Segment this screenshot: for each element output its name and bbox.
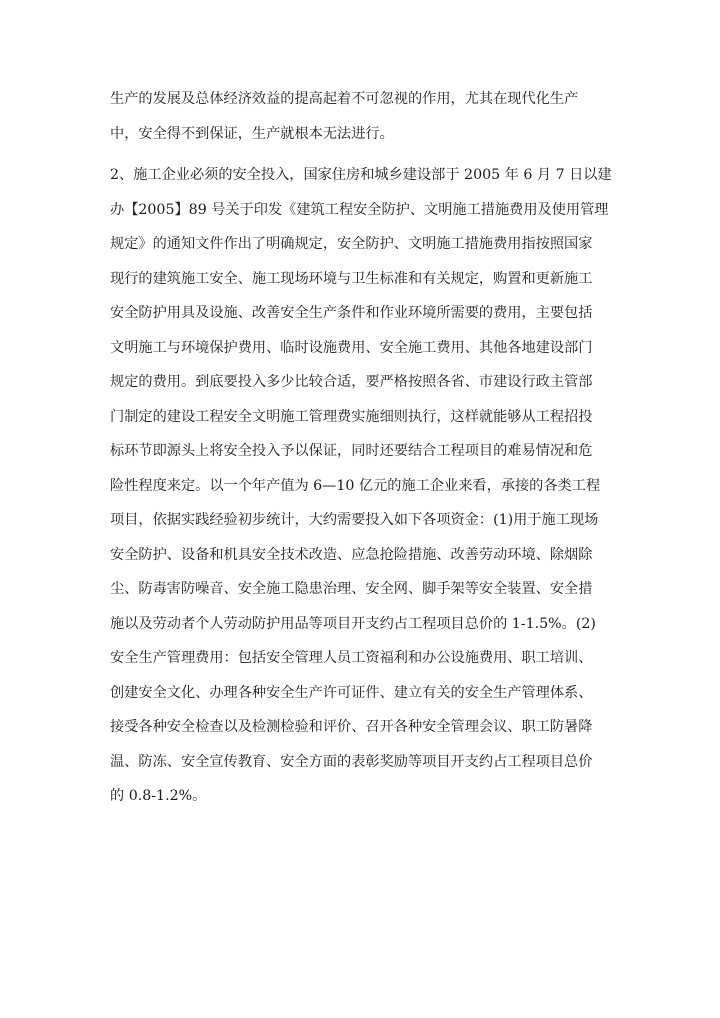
text-line: 安全生产管理费用：包括安全管理人员工资福利和办公设施费用、职工培训、 <box>110 650 593 666</box>
text-line: 施以及劳动者个人劳动防护用品等项目开支约占工程项目总价的 1-1.5%。(2) <box>110 615 596 632</box>
text-line: 规定》的通知文件作出了明确规定，安全防护、文明施工措施费用指按照国家 <box>110 236 593 252</box>
text-line: 接受各种安全检查以及检测检验和评价、召开各种安全管理会议、职工防暑降 <box>110 719 593 735</box>
paragraph-1 <box>110 82 615 151</box>
text-line: 办【2005】89 号关于印发《建筑工程安全防护、文明施工措施费用及使用管理 <box>110 201 609 218</box>
text-line: 项目，依据实践经验初步统计，大约需要投入如下各项资金：(1)用于施工现场 <box>110 512 599 528</box>
text-line: 中，安全得不到保证，生产就根本无法进行。 <box>110 125 394 142</box>
text-line: 标环节即源头上将安全投入予以保证，同时还要结合工程项目的难易情况和危 <box>110 443 593 459</box>
text-line: 现行的建筑施工安全、施工现场环境与卫生标准和有关规定，购置和更新施工 <box>110 270 593 287</box>
text-line: 尘、防毒害防噪音、安全施工隐患治理、安全网、脚手架等安全装置、安全措 <box>110 581 593 597</box>
text-line: 险性程度来定。以一个年产值为 6—10 亿元的施工企业来看，承接的各类工程 <box>110 477 601 494</box>
text-line: 门制定的建设工程安全文明施工管理费实施细则执行，这样就能够从工程招投 <box>110 408 593 425</box>
paragraph-spacer <box>110 151 615 158</box>
text-line: 规定的费用。到底要投入多少比较合适，要严格按照各省、市建设行政主管部 <box>110 374 593 390</box>
text-line: 生产的发展及总体经济效益的提高起着不可忽视的作用，尤其在现代化生产 <box>110 91 579 107</box>
text-line: 温、防冻、安全宣传教育、安全方面的表彰奖励等项目开支约占工程项目总价 <box>110 753 593 770</box>
paragraph-2 <box>110 158 615 814</box>
text-line: 创建安全文化、办理各种安全生产许可证件、建立有关的安全生产管理体系、 <box>110 684 593 701</box>
text-line: 2、施工企业必须的安全投入，国家住房和城乡建设部于 2005 年 6 月 7 日以建 <box>110 167 612 183</box>
text-line: 的 0.8-1.2%。 <box>110 788 207 804</box>
body-text <box>110 82 615 814</box>
text-line: 文明施工与环境保护费用、临时设施费用、安全施工费用、其他各地建设部门 <box>110 339 593 356</box>
text-line: 安全防护用具及设施、改善安全生产条件和作业环境所需要的费用，主要包括 <box>110 305 593 321</box>
text-line: 安全防护、设备和机具安全技术改造、应急抢险措施、改善劳动环境、除烟除 <box>110 546 593 563</box>
